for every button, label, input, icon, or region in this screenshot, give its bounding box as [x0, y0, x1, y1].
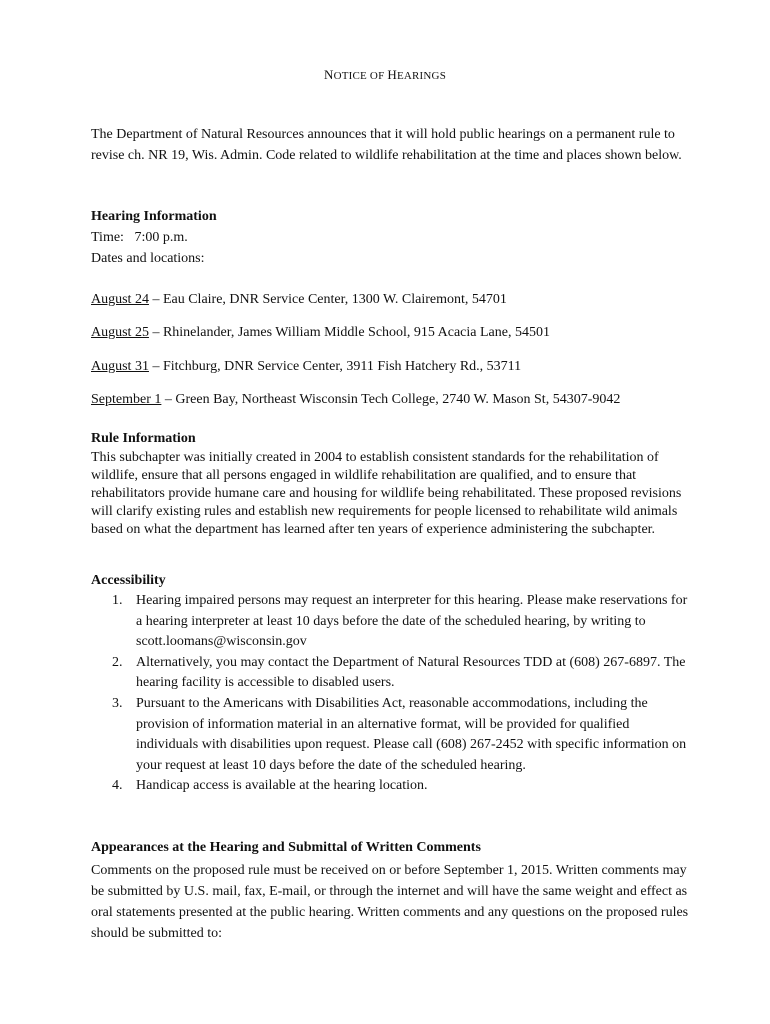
intro-paragraph: The Department of Natural Resources announces that it will hold public hearings on a permanent rule to revise ch. NR 19, Wis. Admin. Code related to wildlife rehabilitation at the time and places shown below.	[91, 127, 682, 163]
list-text: Alternatively, you may contact the Department of Natural Resources TDD at (608) 267-6897. The hearing facility is accessible to disabled users.	[136, 654, 686, 691]
title-letter-h: H	[387, 67, 397, 82]
title-part-hearings: EARINGS	[396, 70, 447, 82]
list-text: Handicap access is available at the hearing location.	[136, 778, 428, 794]
rule-paragraph: This subchapter was initially created in 2004 to establish consistent standards for the rehabilitation of wildlife, ensure that all persons engaged in wildlife rehabilitation are qualified, and to ensure that rehabilitators provide humane care and housing for wildlife being rehabilitated. These proposed revisions will clarify existing rules and establish new requirements for people licensed to rehabilitate wild animals based on what the department has learned after ten years of experience administering the subchapter.	[91, 450, 682, 537]
list-item	[91, 694, 691, 776]
title-part-of: OF	[369, 70, 385, 82]
list-number: 2.	[112, 654, 123, 670]
title-part-notice: OTICE	[333, 70, 367, 82]
hearing-date: August 25	[91, 325, 149, 340]
list-text: Hearing impaired persons may request an interpreter for this hearing. Please make reservations for a hearing interpreter at least 10 days before the date of the scheduled hearing, by writing to scott.loomans@wisconsin.gov	[136, 593, 688, 650]
list-item	[91, 653, 691, 694]
hearing-date: September 1	[91, 392, 162, 407]
hearing-heading: Hearing Information	[91, 209, 217, 224]
list-number: 1.	[112, 593, 123, 608]
hearing-date: August 31	[91, 359, 149, 374]
list-text: Pursuant to the Americans with Disabilities Act, reasonable accommodations, including the provision of information material in an alternative format, will be provided for qualified individuals with disabilities upon request. Please call (608) 267-2452 with specific information on your request at least 10 days before the date of the scheduled hearing.	[136, 695, 687, 773]
hearing-place: – Rhinelander, James William Middle School, 915 Acacia Lane, 54501	[148, 325, 550, 340]
title-letter-n: N	[323, 67, 334, 82]
list-item	[91, 591, 691, 653]
hearing-date-row	[91, 392, 620, 408]
hearing-date-row	[91, 292, 507, 308]
rule-heading: Rule Information	[91, 431, 196, 446]
hearing-place: – Fitchburg, DNR Service Center, 3911 Fish Hatchery Rd., 53711	[148, 359, 522, 374]
hearing-date: August 24	[91, 292, 149, 307]
accessibility-list	[91, 591, 691, 797]
document-title	[0, 67, 770, 83]
hearing-date-row	[91, 359, 521, 375]
accessibility-heading: Accessibility	[91, 573, 166, 588]
list-number: 3.	[112, 695, 123, 711]
list-number: 4.	[112, 778, 123, 794]
appearances-paragraph: Comments on the proposed rule must be received on or before September 1, 2015. Written comments may be submitted by U.S. mail, fax, E-mail, or through the internet and will have the same weight and effect as oral statements presented at the public hearing. Written comments and any questions on the proposed rules should be submitted to:	[91, 863, 689, 941]
dates-label: Dates and locations:	[91, 251, 205, 266]
hearing-date-row	[91, 325, 550, 341]
hearing-place: – Eau Claire, DNR Service Center, 1300 W. Clairemont, 54701	[148, 292, 507, 307]
appearances-heading: Appearances at the Hearing and Submittal of Written Comments	[91, 840, 481, 855]
hearing-time: Time: 7:00 p.m.	[91, 230, 188, 245]
hearing-place: – Green Bay, Northeast Wisconsin Tech College, 2740 W. Mason St, 54307-9042	[161, 392, 621, 407]
list-item	[91, 776, 691, 797]
